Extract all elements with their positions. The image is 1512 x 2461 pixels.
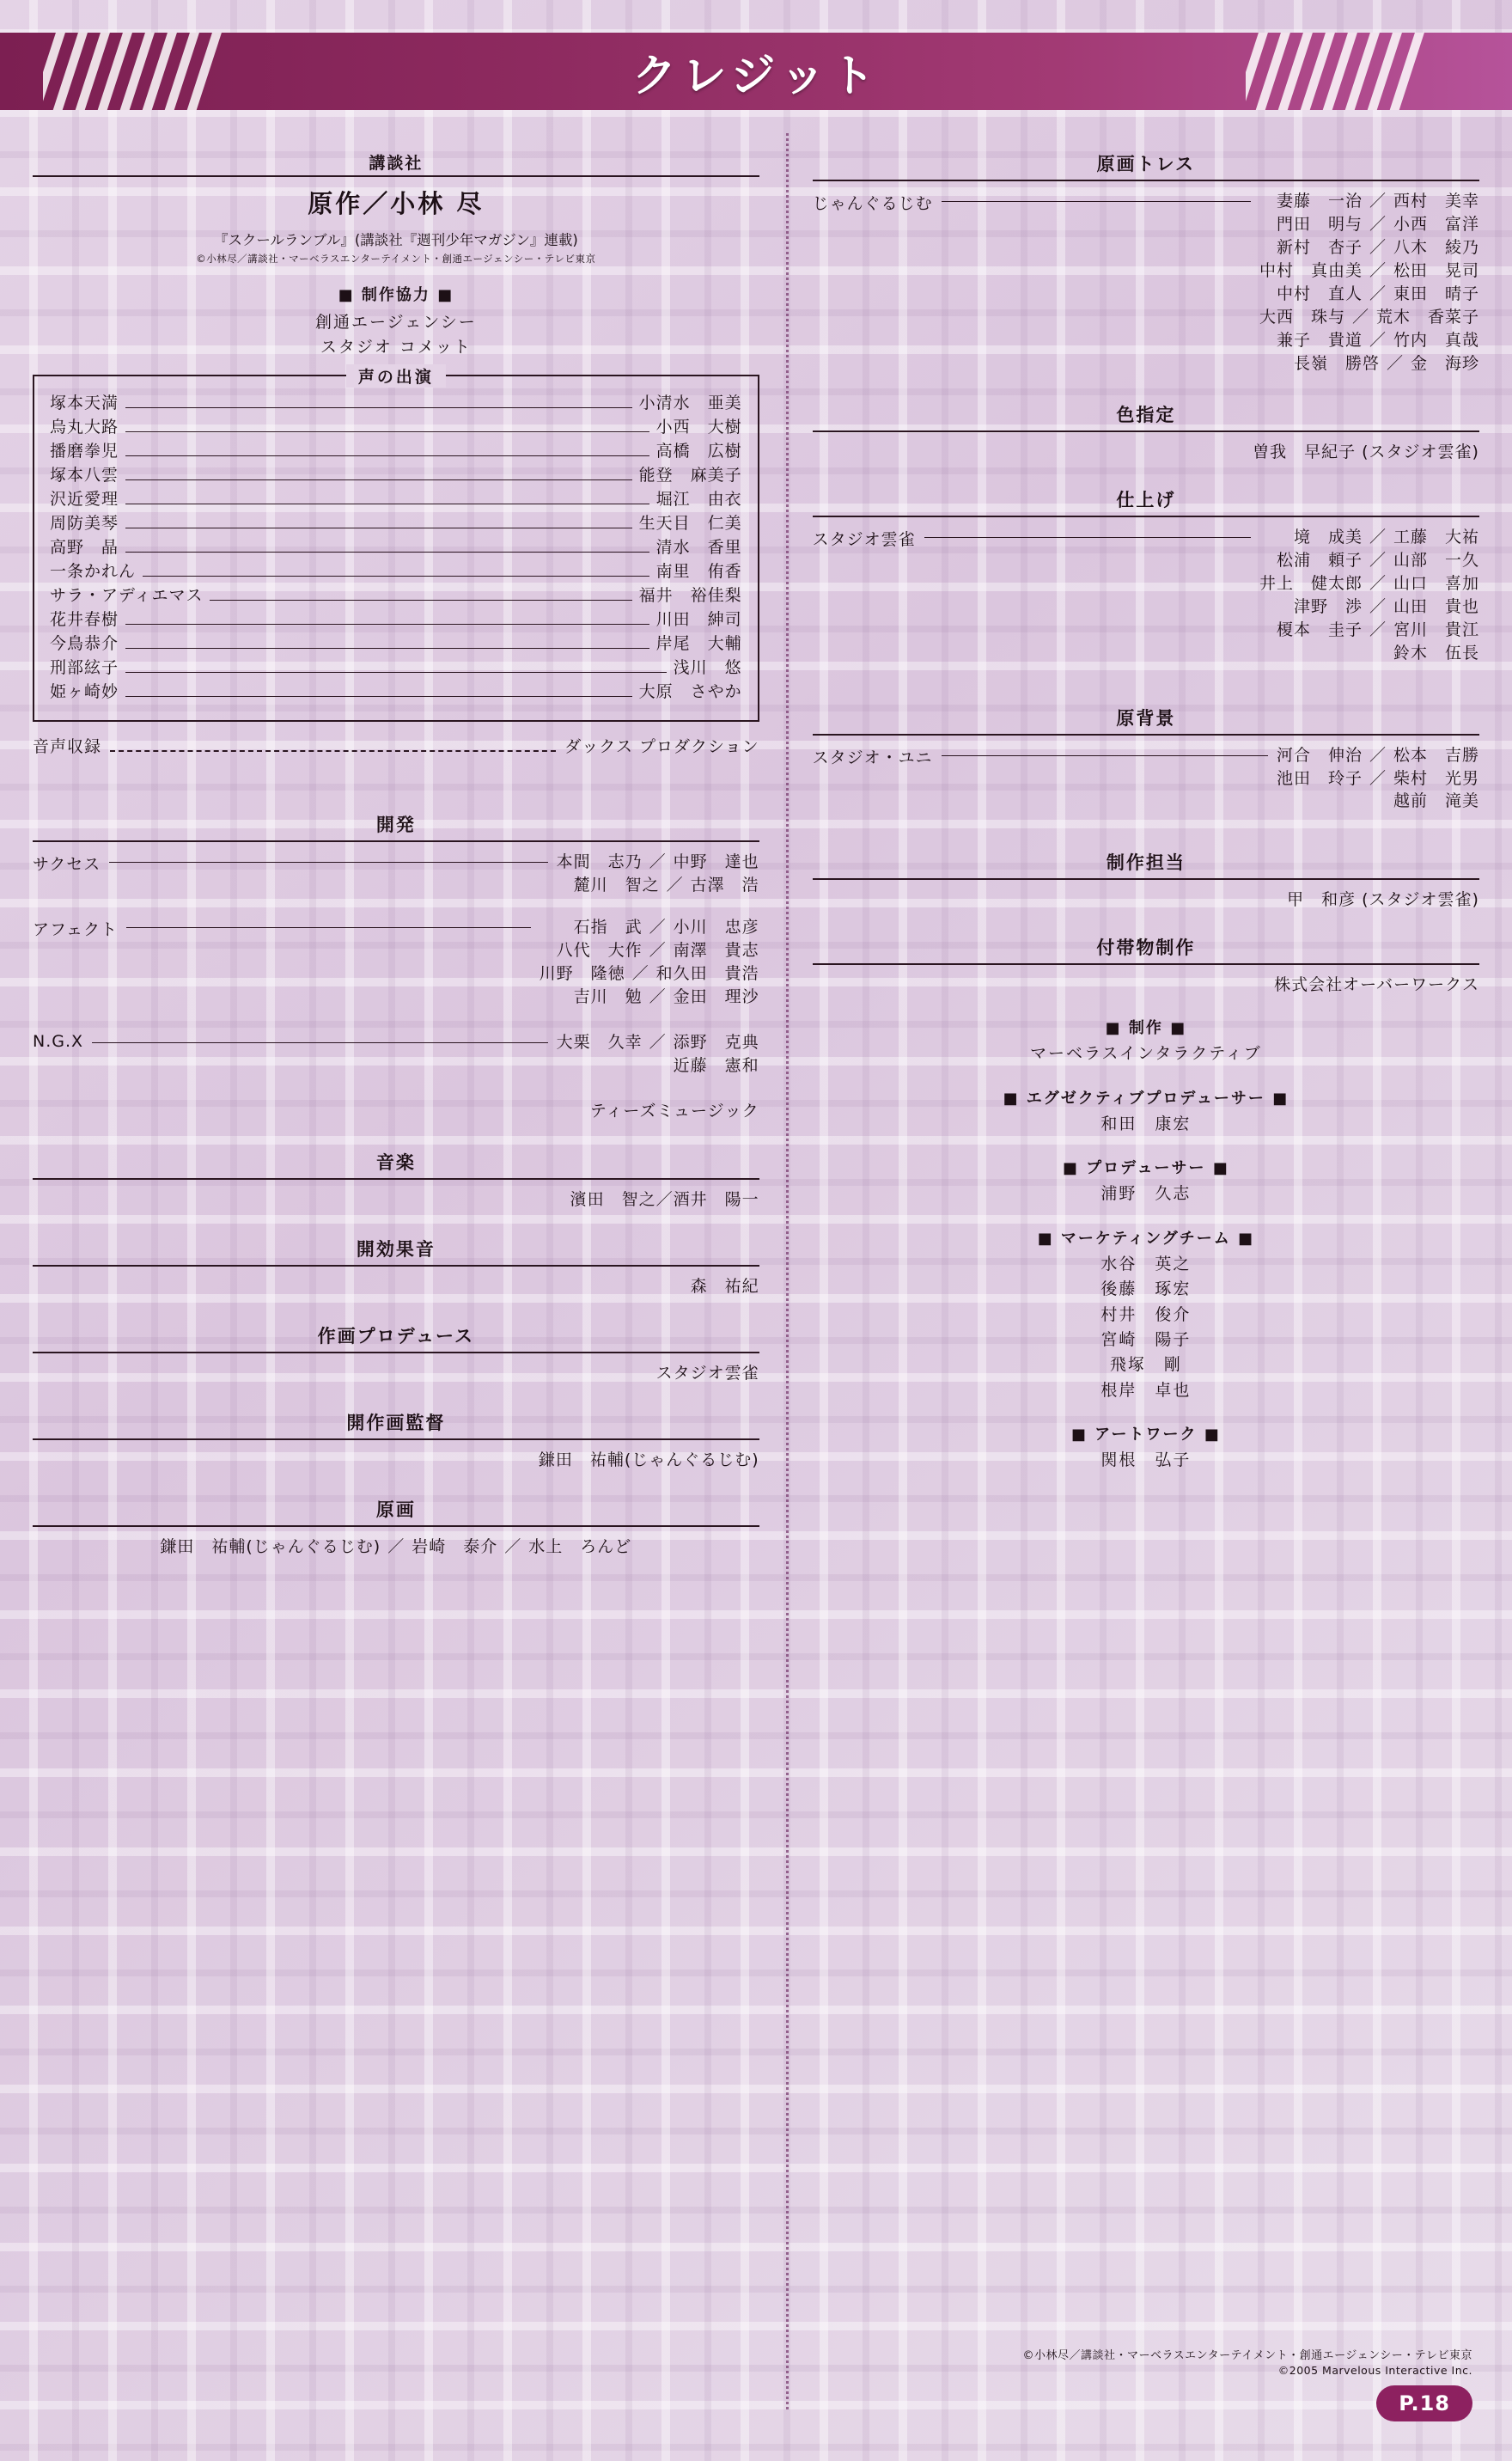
cast-actor: 浅川 悠 — [673, 658, 742, 677]
leader-line — [125, 696, 632, 697]
member-line — [1259, 642, 1479, 665]
cast-character: 花井春樹 — [50, 610, 119, 629]
development-company-row — [33, 916, 759, 1009]
leader-line-dashed — [110, 750, 556, 752]
cast-character: 塚本八雲 — [50, 466, 119, 485]
member-name: 宮川 貴江 — [1393, 620, 1479, 639]
member-name: 津野 渉 — [1293, 596, 1363, 616]
production-cooperation-title: ■ 制作協力 ■ — [338, 286, 454, 304]
member-name: 川野 隆徳 — [539, 963, 625, 983]
cast-row — [50, 660, 742, 679]
tees-music-name: ティーズミュージック — [589, 1101, 759, 1121]
art-director-section — [33, 1409, 759, 1472]
page-title: クレジット — [631, 50, 881, 102]
section-rule — [33, 1438, 759, 1440]
credits-right-column — [785, 150, 1479, 2461]
member-name: 酒井 陽一 — [673, 1189, 759, 1209]
color-design-section — [813, 401, 1479, 464]
name-separator: ／ — [1369, 527, 1387, 547]
cast-row — [50, 492, 742, 510]
cast-actor: 大原 さやか — [638, 682, 742, 701]
member-line — [557, 874, 759, 897]
member-line — [1259, 236, 1479, 260]
cast-actor: 小清水 亜美 — [638, 394, 742, 412]
voice-cast-box — [33, 368, 759, 722]
member-name: 松田 晃司 — [1393, 260, 1479, 280]
member-name: 中村 直人 — [1276, 284, 1363, 303]
member-name: 妻藤 一治 — [1276, 192, 1363, 211]
member-name: 新村 杏子 — [1276, 237, 1363, 257]
cast-row — [50, 419, 742, 438]
credits-left-column — [33, 150, 785, 2461]
voice-cast-title: 声の出演 — [346, 364, 446, 388]
member-name: 松本 吉勝 — [1393, 745, 1479, 765]
producer-title: ■ プロデューサー ■ — [1062, 1159, 1229, 1178]
marketing-member: 飛塚 剛 — [1109, 1355, 1182, 1375]
member-line — [1259, 190, 1479, 213]
copyright-note-top: ©小林尽／講談社・マーベラスエンターテイメント・創通エージェンシー・テレビ東京 — [196, 253, 596, 265]
tees-music-row — [33, 1100, 759, 1123]
finishing-title: 仕上げ — [1116, 489, 1176, 510]
name-separator: ／ — [649, 940, 667, 960]
member-name: 榎本 圭子 — [1276, 620, 1363, 639]
copyright-line-2: ©2005 Marvelous Interactive Inc. — [1277, 2364, 1472, 2377]
cast-character: 塚本天満 — [50, 394, 119, 412]
production-cooperation-block — [33, 283, 759, 359]
section-rule — [33, 840, 759, 842]
member-name: 岩崎 泰介 — [412, 1536, 498, 1556]
cast-character: サラ・アディエマス — [50, 586, 204, 605]
cast-actor: 堀江 由衣 — [655, 490, 742, 509]
name-separator: ／ — [1369, 214, 1387, 234]
publisher-label: 講談社 — [369, 154, 424, 173]
company-name: アフェクト — [33, 919, 119, 939]
music-title: 音楽 — [375, 1151, 416, 1173]
music-section — [33, 1149, 759, 1212]
member-line — [1259, 572, 1479, 595]
member-name: 中野 達也 — [673, 852, 759, 871]
name-separator: ／ — [655, 1189, 674, 1209]
color-design-title: 色指定 — [1116, 404, 1176, 425]
development-section — [33, 811, 759, 1123]
leader-line — [125, 455, 649, 456]
art-produce-name: スタジオ雲雀 — [655, 1363, 759, 1383]
production-manager-title: 制作担当 — [1106, 852, 1186, 874]
credits-page — [0, 129, 1512, 2461]
member-name: 鎌田 祐輔(じゃんぐるじむ) — [160, 1536, 381, 1556]
page-banner — [0, 33, 1512, 110]
cast-row — [50, 564, 742, 583]
color-design-name: 曽我 早紀子 (スタジオ雲雀) — [1253, 442, 1479, 461]
name-separator: ／ — [649, 986, 667, 1006]
member-name: 門田 明与 — [1276, 214, 1363, 234]
member-name: 西村 美幸 — [1393, 192, 1479, 211]
cast-actor: 小西 大樹 — [655, 418, 742, 437]
member-line — [540, 916, 759, 939]
banner-stripes-right — [1246, 33, 1469, 110]
member-line — [557, 851, 759, 874]
company-members — [557, 851, 759, 897]
art-director-title: 開作画監督 — [346, 1412, 446, 1433]
name-separator: ／ — [649, 917, 667, 937]
key-animation-names — [33, 1536, 759, 1559]
audio-recording-value: ダックス プロダクション — [564, 737, 759, 756]
member-name: 古澤 浩 — [690, 875, 759, 895]
member-name: 濱田 智之 — [570, 1189, 656, 1209]
cast-actor: 南里 侑香 — [655, 562, 742, 581]
name-separator: ／ — [1369, 550, 1387, 570]
cast-row — [50, 395, 742, 414]
page-footer — [1023, 2346, 1472, 2421]
member-line — [1259, 619, 1479, 642]
member-name: 本間 志乃 — [556, 852, 643, 871]
name-separator: ／ — [649, 852, 667, 871]
section-rule — [813, 963, 1479, 965]
name-separator: ／ — [1369, 745, 1387, 765]
marketing-member: 水谷 英之 — [1100, 1254, 1192, 1273]
member-line — [1259, 213, 1479, 236]
marketing-member: 宮崎 陽子 — [1100, 1330, 1192, 1349]
company-members — [540, 916, 759, 1009]
company-name: スタジオ雲雀 — [812, 529, 916, 549]
leader-line — [942, 755, 1268, 756]
finishing-section — [813, 486, 1479, 665]
music-names — [33, 1188, 759, 1212]
member-name: 鈴木 伍長 — [1393, 643, 1479, 663]
artwork-block — [813, 1422, 1479, 1473]
marketing-member: 後藤 琢宏 — [1100, 1279, 1192, 1299]
name-separator: ／ — [649, 1032, 667, 1052]
cast-character: 今鳥恭介 — [50, 634, 119, 653]
producer-block — [813, 1156, 1479, 1206]
marketing-title: ■ マーケティングチーム ■ — [1037, 1229, 1255, 1248]
extra-production-section — [813, 934, 1479, 997]
marketing-member: 村井 俊介 — [1100, 1304, 1192, 1324]
cast-row — [50, 588, 742, 607]
name-separator: ／ — [1386, 353, 1404, 373]
member-name: 松浦 頼子 — [1276, 550, 1363, 570]
leader-line — [92, 1042, 548, 1043]
leader-line — [125, 479, 632, 480]
section-rule — [33, 1525, 759, 1527]
member-name: 山口 喜加 — [1393, 573, 1479, 593]
cast-actor: 川田 紳司 — [655, 610, 742, 629]
member-name: 石指 武 — [573, 917, 643, 937]
section-rule — [813, 431, 1479, 432]
name-separator: ／ — [1369, 620, 1387, 639]
member-name: 東田 晴子 — [1393, 284, 1479, 303]
copyright-line-1: ©小林尽／講談社・マーベラスエンターテイメント・創通エージェンシー・テレビ東京 — [1022, 2349, 1472, 2362]
art-produce-section — [33, 1322, 759, 1385]
member-line — [1259, 526, 1479, 549]
cast-actor: 生天目 仁美 — [638, 514, 742, 533]
section-rule — [33, 1352, 759, 1353]
cast-actor: 福井 裕佳梨 — [638, 586, 742, 605]
exec-producer-name: 和田 康宏 — [1100, 1114, 1192, 1133]
member-name: 近藤 憲和 — [673, 1055, 759, 1075]
member-name: 境 成美 — [1293, 527, 1363, 547]
name-separator: ／ — [1369, 330, 1387, 350]
member-name: 河合 伸治 — [1276, 745, 1363, 765]
company-members — [1277, 744, 1479, 814]
member-line — [1259, 306, 1479, 329]
leader-line — [109, 862, 547, 863]
member-line — [1277, 744, 1479, 767]
cast-row — [50, 636, 742, 655]
name-separator: ／ — [1369, 284, 1387, 303]
member-name: 工藤 大祐 — [1393, 527, 1479, 547]
member-name: 池田 玲子 — [1276, 768, 1363, 788]
member-name: 小川 忠彦 — [673, 917, 759, 937]
member-line — [1259, 283, 1479, 306]
development-title: 開発 — [375, 815, 416, 835]
background-section — [813, 705, 1479, 814]
cast-character: 一条かれん — [50, 562, 137, 581]
member-line — [540, 962, 759, 986]
section-rule — [813, 180, 1479, 181]
name-separator: ／ — [387, 1536, 405, 1556]
production-name: マーベラスインタラクティブ — [1029, 1044, 1262, 1064]
key-animation-title: 原画 — [375, 1499, 416, 1520]
banner-stripes-left — [43, 33, 266, 110]
cast-actor: 岸尾 大輔 — [655, 634, 742, 653]
name-separator: ／ — [1351, 307, 1369, 327]
development-company-row — [33, 851, 759, 897]
cast-character: 烏丸大路 — [50, 418, 119, 437]
leader-line — [143, 576, 649, 577]
member-name: 竹内 真哉 — [1393, 330, 1479, 350]
name-separator: ／ — [1369, 573, 1387, 593]
cast-character: 高野 晶 — [50, 538, 119, 557]
cast-actor: 清水 香里 — [655, 538, 742, 557]
development-company-row — [33, 1031, 759, 1078]
sound-effects-title: 開効果音 — [356, 1238, 436, 1260]
member-line — [540, 986, 759, 1009]
sound-effects-name: 森 祐紀 — [690, 1276, 759, 1296]
cast-actor: 能登 麻美子 — [638, 466, 742, 485]
member-name: 山田 貴也 — [1393, 596, 1479, 616]
leader-line — [942, 201, 1251, 202]
member-line — [557, 1031, 759, 1054]
member-name: 八代 大作 — [556, 940, 643, 960]
name-separator: ／ — [1369, 768, 1387, 788]
background-title: 原背景 — [1116, 707, 1176, 729]
trace-company-row — [813, 190, 1479, 376]
member-line — [1277, 767, 1479, 791]
name-separator: ／ — [504, 1536, 522, 1556]
cast-actor: 高橋 広樹 — [655, 442, 742, 461]
company-name: サクセス — [33, 855, 101, 874]
extra-production-name: 株式会社オーバーワークス — [1274, 975, 1479, 995]
cast-character: 周防美琴 — [50, 514, 119, 533]
artwork-title: ■ アートワーク ■ — [1070, 1426, 1221, 1444]
member-name: 山部 一久 — [1393, 550, 1479, 570]
cast-row — [50, 684, 742, 703]
art-director-name: 鎌田 祐輔(じゃんぐるじむ) — [538, 1450, 759, 1469]
finishing-company-row — [813, 526, 1479, 665]
production-manager-section — [813, 849, 1479, 912]
section-rule — [33, 1178, 759, 1180]
section-rule — [813, 516, 1479, 517]
member-name: 和久田 貴浩 — [655, 963, 759, 983]
leader-line — [125, 431, 649, 432]
production-cooperation-name: 創通エージェンシー — [314, 313, 477, 332]
company-members — [557, 1031, 759, 1078]
leader-line — [125, 624, 649, 625]
cast-row — [50, 443, 742, 462]
exec-producer-title: ■ エグゼクティブプロデューサー ■ — [1003, 1089, 1289, 1108]
cast-character: 沢近愛理 — [50, 490, 119, 509]
cast-row — [50, 540, 742, 559]
member-name: 金田 理沙 — [673, 986, 759, 1006]
member-name: 長嶺 勝啓 — [1293, 353, 1380, 373]
art-produce-title: 作画プロデュース — [317, 1325, 474, 1347]
leader-line — [125, 407, 632, 408]
member-name: 兼子 貴道 — [1276, 330, 1363, 350]
member-line — [1259, 549, 1479, 572]
section-rule — [813, 734, 1479, 736]
leader-line — [126, 927, 531, 928]
member-line — [1259, 595, 1479, 619]
member-line — [1277, 790, 1479, 813]
leader-line — [125, 648, 649, 649]
cast-character: 姫ヶ崎妙 — [50, 682, 119, 701]
member-name: 水上 ろんど — [528, 1536, 632, 1556]
name-separator: ／ — [1369, 596, 1387, 616]
production-block — [813, 1016, 1479, 1066]
member-line — [1259, 329, 1479, 352]
member-line — [540, 939, 759, 962]
artwork-name: 関根 弘子 — [1100, 1450, 1192, 1470]
exec-producer-block — [813, 1086, 1479, 1137]
production-manager-name: 甲 和彦 (スタジオ雲雀) — [1287, 890, 1479, 910]
member-name: 南澤 貴志 — [673, 940, 759, 960]
member-name: 中村 真由美 — [1259, 260, 1363, 280]
leader-line — [924, 537, 1251, 538]
original-work: 原作／小林 尽 — [308, 189, 485, 218]
member-name: 荒木 香菜子 — [1375, 307, 1479, 327]
audio-recording-label: 音声収録 — [33, 737, 102, 756]
production-title: ■ 制作 ■ — [1105, 1019, 1187, 1038]
key-animation-section — [33, 1496, 759, 1559]
member-name: 越前 滝美 — [1393, 791, 1479, 811]
member-name: 柴村 光男 — [1393, 768, 1479, 788]
leader-line — [125, 552, 649, 553]
company-name: スタジオ・ユニ — [812, 748, 933, 767]
cast-character: 播磨拳児 — [50, 442, 119, 461]
cast-row — [50, 467, 742, 486]
extra-production-title: 付帯物制作 — [1096, 937, 1196, 959]
audio-recording-row — [33, 734, 759, 758]
member-line — [1259, 260, 1479, 283]
cast-character: 刑部絃子 — [50, 658, 119, 677]
name-separator: ／ — [666, 875, 684, 895]
company-members — [1259, 190, 1479, 376]
marketing-block — [813, 1226, 1479, 1404]
cast-row — [50, 516, 742, 534]
name-separator: ／ — [1369, 260, 1387, 280]
member-name: 八木 綾乃 — [1393, 237, 1479, 257]
section-rule — [33, 1265, 759, 1267]
member-name: 金 海珍 — [1410, 353, 1479, 373]
publisher-block — [33, 150, 759, 266]
name-separator: ／ — [1369, 237, 1387, 257]
member-line — [1259, 352, 1479, 376]
company-members — [1259, 526, 1479, 665]
member-name: 小西 富洋 — [1393, 214, 1479, 234]
company-name: N.G.X — [33, 1031, 84, 1051]
background-company-row — [813, 744, 1479, 814]
name-separator: ／ — [631, 963, 649, 983]
trace-section — [813, 150, 1479, 376]
member-name: 大栗 久幸 — [556, 1032, 643, 1052]
serialization-note: 『スクールランブル』(講談社『週刊少年マガジン』連載) — [213, 232, 578, 248]
cast-row — [50, 612, 742, 631]
marketing-member: 根岸 卓也 — [1100, 1380, 1192, 1400]
name-separator: ／ — [1369, 192, 1387, 211]
sound-effects-section — [33, 1236, 759, 1298]
page-number-badge: P.18 — [1376, 2385, 1472, 2421]
member-name: 井上 健太郎 — [1259, 573, 1363, 593]
member-name: 添野 克典 — [673, 1032, 759, 1052]
trace-title: 原画トレス — [1096, 154, 1196, 174]
leader-line — [125, 672, 667, 673]
producer-name: 浦野 久志 — [1100, 1184, 1192, 1204]
company-name: じゃんぐるじむ — [812, 194, 933, 213]
member-name: 麓川 智之 — [573, 875, 660, 895]
publisher-rule — [33, 175, 759, 177]
member-line — [557, 1054, 759, 1078]
member-name: 吉川 勉 — [573, 986, 643, 1006]
production-cooperation-name: スタジオ コメット — [320, 337, 472, 357]
section-rule — [813, 878, 1479, 880]
member-name: 大西 珠与 — [1259, 307, 1345, 327]
leader-line — [210, 600, 631, 601]
